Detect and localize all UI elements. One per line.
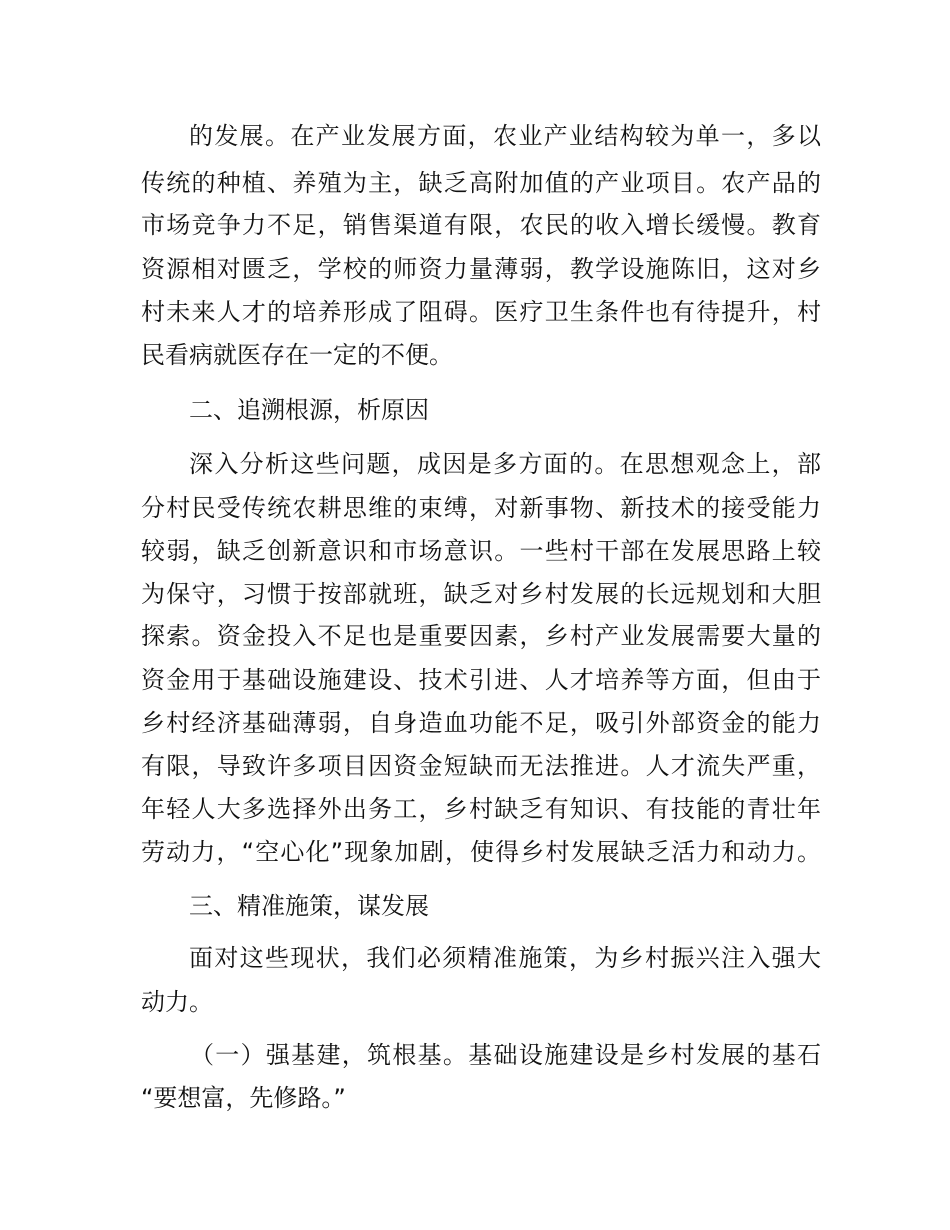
paragraph-line: 深入分析这些问题，成因是多方面的。在思想观念上，部 [189, 450, 821, 478]
paragraph-line: 传统的种植、养殖为主，缺乏高附加值的产业项目。农产品的 [141, 169, 821, 197]
paragraph-line: 为保守，习惯于按部就班，缺乏对乡村发展的长远规划和大胆 [141, 580, 821, 608]
paragraph-line: 年轻人大多选择外出务工，乡村缺乏有知识、有技能的青壮年 [141, 795, 821, 823]
paragraph-line: 劳动力，“空心化”现象加剧，使得乡村发展缺乏活力和动力。 [141, 838, 821, 866]
section-heading: 二、追溯根源，析原因 [189, 396, 429, 424]
paragraph-line: 面对这些现状，我们必须精准施策，为乡村振兴注入强大 [189, 944, 821, 972]
paragraph-line: 资金用于基础设施建设、技术引进、人才培养等方面，但由于 [141, 666, 821, 694]
paragraph-line: 资源相对匮乏，学校的师资力量薄弱，教学设施陈旧，这对乡 [141, 255, 821, 283]
paragraph-line: 村未来人才的培养形成了阻碍。医疗卫生条件也有待提升，村 [141, 298, 821, 326]
section-heading: 三、精准施策，谋发展 [189, 892, 429, 920]
paragraph-line: 分村民受传统农耕思维的束缚，对新事物、新技术的接受能力 [141, 494, 821, 522]
paragraph-line: 动力。 [141, 988, 213, 1016]
paragraph-line: 民看病就医存在一定的不便。 [141, 341, 453, 369]
paragraph-line: 市场竞争力不足，销售渠道有限，农民的收入增长缓慢。教育 [141, 211, 821, 239]
paragraph-line: 有限，导致许多项目因资金短缺而无法推进。人才流失严重， [141, 752, 821, 780]
paragraph-line: （一）强基建，筑根基。基础设施建设是乡村发展的基石 [190, 1041, 821, 1069]
paragraph-line: “要想富，先修路。” [141, 1084, 346, 1112]
paragraph-line: 的发展。在产业发展方面，农业产业结构较为单一，多以 [189, 122, 821, 150]
paragraph-line: 探索。资金投入不足也是重要因素，乡村产业发展需要大量的 [141, 622, 821, 650]
paragraph-line: 较弱，缺乏创新意识和市场意识。一些村干部在发展思路上较 [141, 537, 821, 565]
paragraph-line: 乡村经济基础薄弱，自身造血功能不足，吸引外部资金的能力 [141, 709, 821, 737]
